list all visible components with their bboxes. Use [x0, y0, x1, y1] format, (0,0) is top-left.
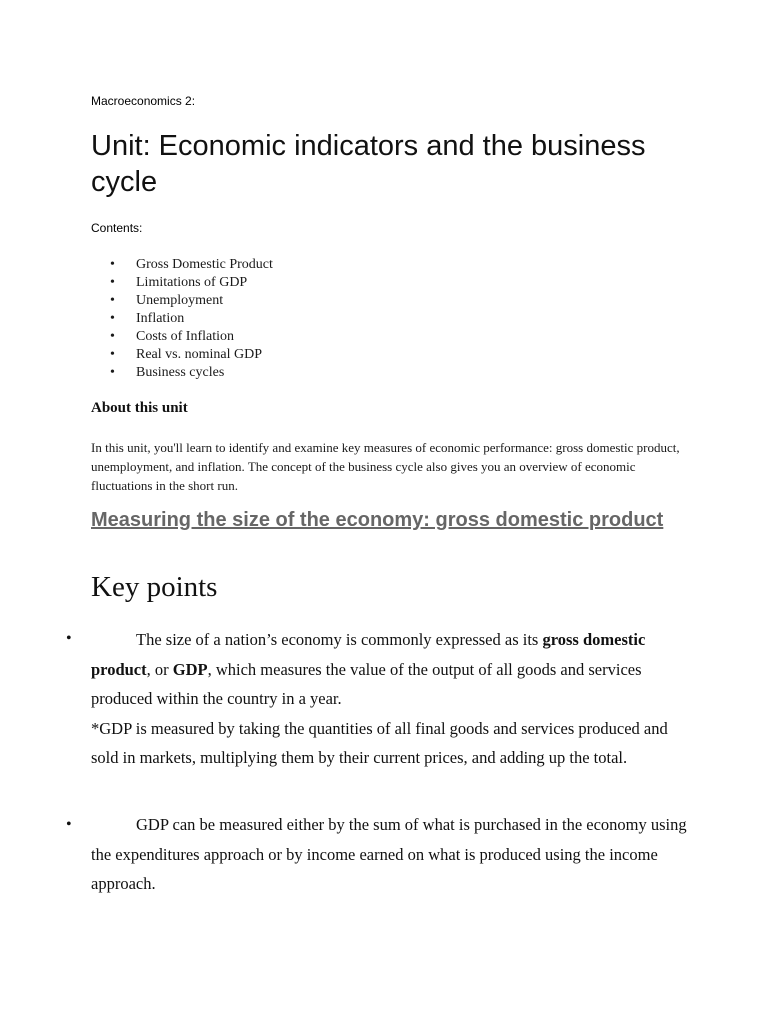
bullet-icon: •: [110, 347, 115, 362]
key-point-1-text: The size of a nation’s economy is commonly expressed as its: [136, 630, 543, 649]
contents-item: [110, 346, 273, 364]
bullet-icon: •: [110, 275, 115, 290]
contents-item: [110, 328, 273, 346]
key-point-1-text: , which measures the value of the output of all goods and services produced within the country in a year.: [91, 659, 642, 708]
gdp-term: gross domestic product: [91, 630, 646, 679]
course-label: Macroeconomics 2:: [91, 94, 196, 108]
contents-item-label: Real vs. nominal GDP: [136, 347, 262, 362]
bullet-icon: •: [110, 311, 115, 326]
bullet-icon: •: [110, 365, 115, 380]
about-body: In this unit, you'll learn to identify and examine key measures of economic performance: gross domestic product, unemployment, and inflation. The concept of the business cycle also gives you an overview of economic fluctuations in the short run.: [91, 440, 680, 493]
bullet-icon: •: [110, 329, 115, 344]
key-point-2: [91, 810, 691, 899]
bullet-icon: •: [110, 257, 115, 272]
contents-item-label: Unemployment: [136, 293, 224, 308]
contents-item: [110, 364, 273, 382]
key-point-2-text: GDP can be measured either by the sum of what is purchased in the economy using the expenditures approach or by income earned on what is produced using the income approach.: [91, 815, 687, 893]
contents-item: [110, 256, 273, 274]
bullet-icon: •: [66, 816, 72, 833]
bullet-icon: •: [110, 293, 115, 308]
section-link[interactable]: Measuring the size of the economy: gross domestic product: [91, 509, 664, 531]
about-heading: About this unit: [91, 400, 188, 416]
contents-label: Contents:: [91, 221, 143, 235]
contents-item-label: Gross Domestic Product: [136, 257, 273, 272]
contents-item-label: Limitations of GDP: [136, 275, 248, 290]
key-point-1-note: *GDP is measured by taking the quantities of all final goods and services produced and sold in markets, multiplying them by their current prices, and adding up the total.: [91, 718, 668, 767]
contents-item: [110, 292, 273, 310]
key-points-heading: Key points: [91, 571, 218, 603]
bullet-icon: •: [66, 630, 72, 647]
contents-item: [110, 274, 273, 292]
contents-item-label: Business cycles: [136, 365, 225, 380]
contents-item-label: Costs of Inflation: [136, 329, 234, 344]
gdp-abbreviation: GDP: [172, 659, 208, 679]
contents-list: [110, 256, 273, 382]
unit-title: Unit: Economic indicators and the business cycle: [91, 130, 646, 198]
contents-item-label: Inflation: [136, 311, 185, 326]
key-point-1: [91, 625, 691, 773]
key-point-1-text: , or: [146, 659, 173, 679]
contents-item: [110, 310, 273, 328]
